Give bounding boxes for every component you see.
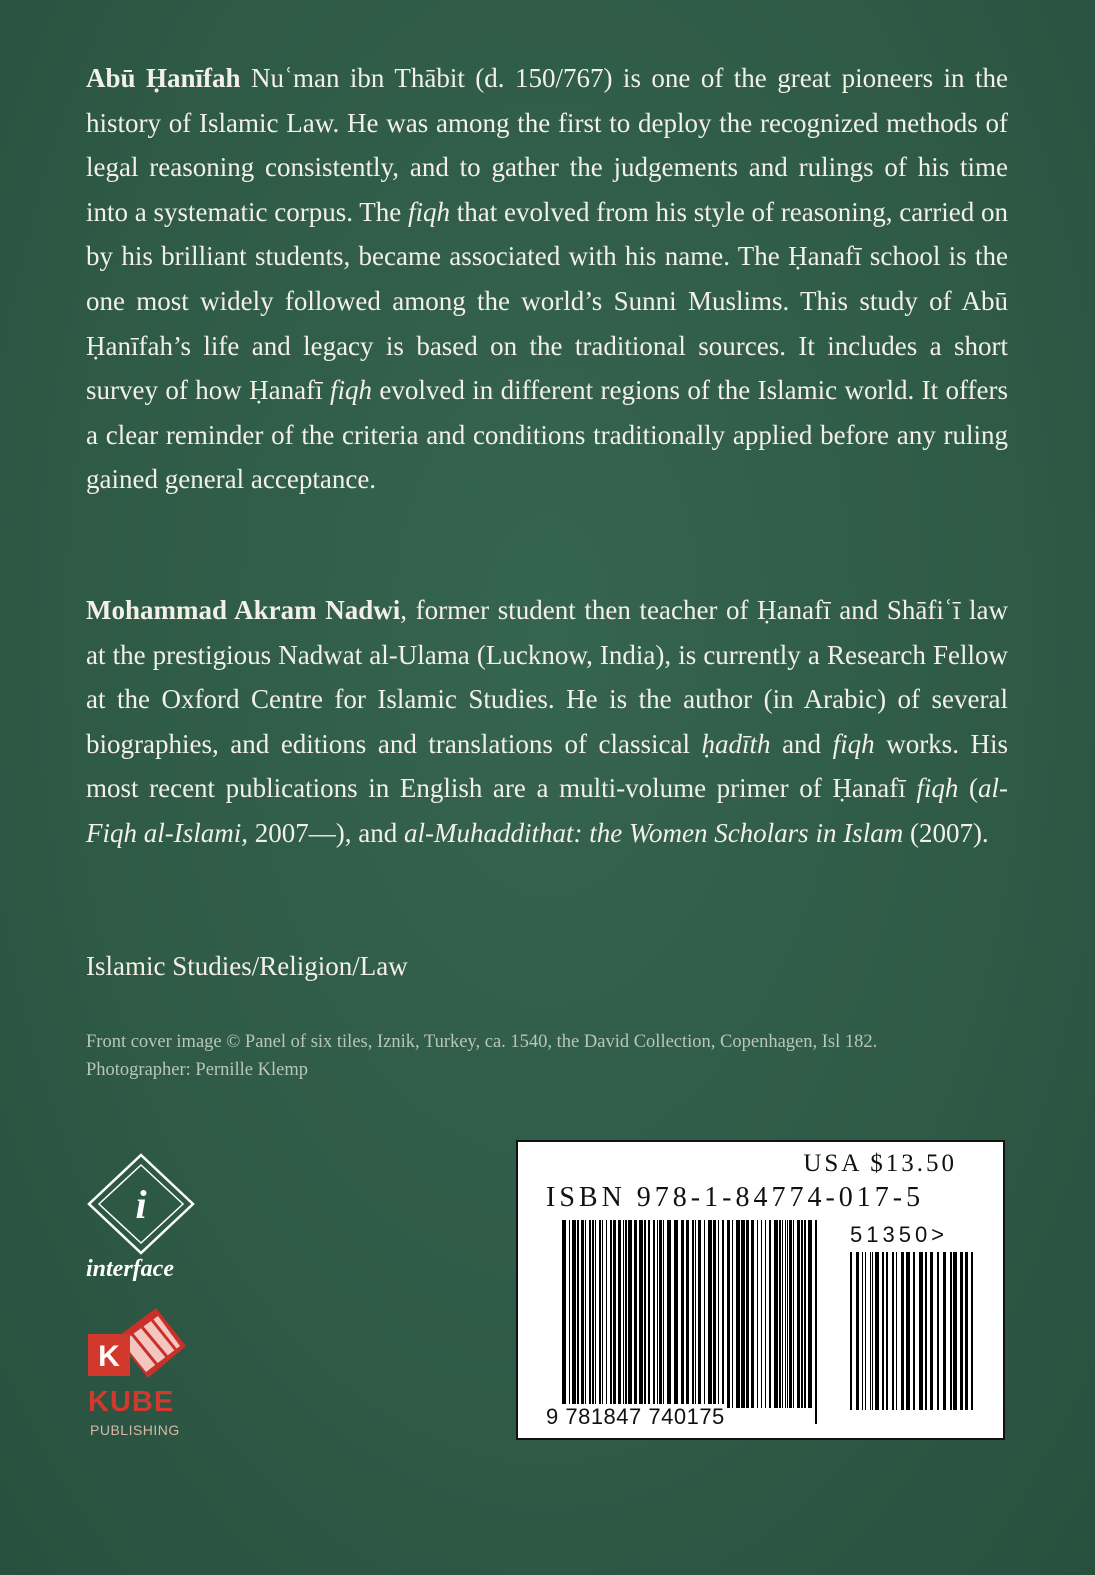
barcode-bar — [618, 1220, 621, 1408]
barcode-bar — [708, 1220, 712, 1408]
addon-bar — [965, 1252, 968, 1410]
barcode-bar — [674, 1220, 678, 1408]
barcode-bar — [599, 1220, 601, 1408]
kube-letter: K — [98, 1340, 120, 1373]
barcode-bar — [648, 1220, 650, 1408]
description-italic: fiqh — [408, 196, 451, 227]
interface-glyph: i — [135, 1182, 147, 1227]
isbn-number: ISBN 978-1-84774-017-5 — [546, 1182, 925, 1213]
barcode-bar — [797, 1220, 800, 1408]
barcode-bar — [681, 1220, 684, 1408]
kube-wordmark: KUBE — [88, 1386, 175, 1418]
barcode-bar — [801, 1220, 803, 1408]
barcode-label — [516, 1140, 1005, 1440]
bio-italic: ḥadīth — [701, 728, 771, 759]
diamond-i-icon — [86, 1152, 196, 1256]
addon-bar — [872, 1252, 873, 1410]
barcode-bar — [572, 1220, 576, 1408]
barcode-bar — [623, 1220, 624, 1408]
barcode-bar — [804, 1220, 806, 1408]
barcode-bar — [585, 1220, 586, 1408]
addon-bar — [943, 1252, 946, 1410]
interface-logo — [86, 1152, 196, 1292]
subject-category: Islamic Studies/Religion/Law — [86, 951, 408, 981]
book-description — [86, 56, 1008, 502]
barcode-bar — [779, 1220, 781, 1408]
barcode-bar — [562, 1220, 566, 1424]
barcode-bar — [695, 1220, 696, 1408]
addon-bar — [850, 1252, 852, 1410]
addon-bar — [925, 1252, 927, 1410]
addon-bar — [937, 1252, 939, 1410]
barcode-bar — [736, 1220, 740, 1408]
author-name: Mohammad Akram Nadwi — [86, 595, 401, 625]
addon-bar — [971, 1252, 973, 1410]
addon-bar — [896, 1252, 897, 1410]
price: USA $13.50 — [803, 1150, 957, 1177]
barcode-bar — [718, 1220, 719, 1408]
photographer-line: Photographer: Pernille Klemp — [86, 1060, 308, 1080]
barcode-bar — [613, 1220, 616, 1408]
addon-bar — [901, 1252, 904, 1410]
author-bio — [86, 588, 1008, 856]
addon-bar — [930, 1252, 933, 1410]
barcode-bar — [577, 1220, 579, 1408]
addon-bar — [960, 1252, 963, 1410]
barcode-bar — [727, 1220, 730, 1408]
bio-italic: fiqh — [916, 773, 959, 804]
barcode-bar — [644, 1220, 646, 1408]
bio-italic: fiqh — [832, 728, 875, 759]
addon-bar — [882, 1252, 884, 1410]
kube-books-icon — [86, 1308, 196, 1388]
subject-name: Abū Ḥanīfah — [86, 63, 241, 93]
description-text: Nuʿman ibn Thābit (d. 150/767) is one of the great pioneers in the history of Islamic Law. He was among the first to deploy the recognized methods of legal reasoning consistently, and to gather the judgements and rulings of his time into a systematic corpus. The — [86, 63, 1008, 227]
addon-bar — [913, 1252, 915, 1410]
addon-bar — [906, 1252, 910, 1410]
barcode-bar — [659, 1220, 662, 1408]
addon-bar — [950, 1252, 952, 1410]
barcode-bar — [722, 1220, 724, 1408]
barcode-bar — [653, 1220, 655, 1408]
barcode-bar — [628, 1220, 632, 1408]
kube-publishing-logo — [86, 1308, 196, 1448]
bio-text: ( — [958, 773, 978, 804]
barcode-bar — [663, 1220, 664, 1408]
barcode-bar — [634, 1220, 637, 1408]
barcode-bar — [602, 1220, 603, 1408]
barcode-bar — [595, 1220, 596, 1408]
barcode-bar — [589, 1220, 591, 1408]
barcode-bar — [657, 1220, 658, 1408]
barcode-bar — [746, 1220, 749, 1408]
barcode-bar — [692, 1220, 694, 1424]
barcode-bar — [713, 1220, 716, 1408]
interface-label: interface — [86, 1256, 174, 1282]
price-addon-code: 51350> — [850, 1222, 949, 1247]
addon-bar — [865, 1252, 866, 1410]
barcode-bar — [704, 1220, 705, 1408]
barcode-bar — [765, 1220, 766, 1408]
bio-italic: al-Muhaddithat: the Women Scholars in Islam — [403, 817, 904, 848]
barcode-bar — [625, 1220, 627, 1408]
barcode-bar — [732, 1220, 733, 1408]
addon-bar — [875, 1252, 879, 1410]
barcode-bars — [518, 1142, 1003, 1438]
bio-text: (2007). — [903, 817, 989, 848]
barcode-bar — [815, 1220, 817, 1424]
barcode-bar — [751, 1220, 754, 1408]
bio-text: and — [770, 728, 833, 759]
addon-bar — [953, 1252, 957, 1410]
addon-bar — [870, 1252, 871, 1410]
addon-bar — [892, 1252, 894, 1410]
description-text: evolved in different regions of the Islamic world. It offers a clear reminder of the criteria and conditions traditionally applied before any ruling gained general acceptance. — [86, 375, 1008, 495]
barcode-bar — [667, 1220, 671, 1408]
addon-bar — [886, 1252, 888, 1410]
barcode-bar — [698, 1220, 701, 1408]
barcode-bar — [741, 1220, 745, 1408]
description-italic: fiqh — [330, 375, 373, 406]
addon-bar — [862, 1252, 863, 1410]
barcode-digits: 9 781847 740175 — [546, 1404, 725, 1429]
barcode-bar — [761, 1220, 762, 1408]
barcode-bar — [757, 1220, 758, 1408]
barcode-bar — [808, 1220, 812, 1408]
barcode-bar — [785, 1220, 786, 1408]
barcode-bar — [686, 1220, 689, 1408]
barcode-bar — [581, 1220, 584, 1408]
barcode-bar — [782, 1220, 783, 1408]
kube-subtitle: PUBLISHING — [90, 1422, 180, 1438]
addon-bar — [919, 1252, 923, 1410]
barcode-bar — [769, 1220, 771, 1408]
barcode-bar — [793, 1220, 794, 1408]
barcode-bar — [789, 1220, 792, 1408]
barcode-bar — [569, 1220, 570, 1424]
barcode-bar — [606, 1220, 607, 1408]
barcode-bar — [774, 1220, 778, 1408]
barcode-bar — [610, 1220, 612, 1408]
bio-text: , former student then teacher of Ḥanafī and Shāfiʿī law at the prestigious Nadwat al-Ulama (Lucknow, India), is currently a Research Fellow at the Oxford Centre for Islamic Studies. He is the author (in Arabic) of several biographies, and editions and translations of classical — [86, 595, 1008, 759]
barcode-bar — [639, 1220, 643, 1408]
bio-text: 2007—), and — [248, 817, 404, 848]
barcode-bar — [787, 1220, 788, 1408]
barcode-bar — [592, 1220, 594, 1408]
credit-line: Front cover image © Panel of six tiles, Iznik, Turkey, ca. 1540, the David Collection, Copenhagen, Isl 182. — [86, 1032, 878, 1052]
bio-text: works. His most recent publications in English are a multi-volume primer of Ḥanafī — [86, 728, 1009, 804]
bio-italic: al-Fiqh al-Islami, — [86, 773, 1008, 848]
description-text: that evolved from his style of reasoning, carried on by his brilliant students, became associated with his name. The Ḥanafī school is the one most widely followed among the world’s Sunni Muslims. This study of Abū Ḥanīfah’s life and legacy is based on the traditional sources. It includes a short survey of how Ḥanafī — [86, 196, 1008, 406]
cover-image-credit — [86, 1028, 1016, 1084]
addon-bar — [856, 1252, 859, 1410]
